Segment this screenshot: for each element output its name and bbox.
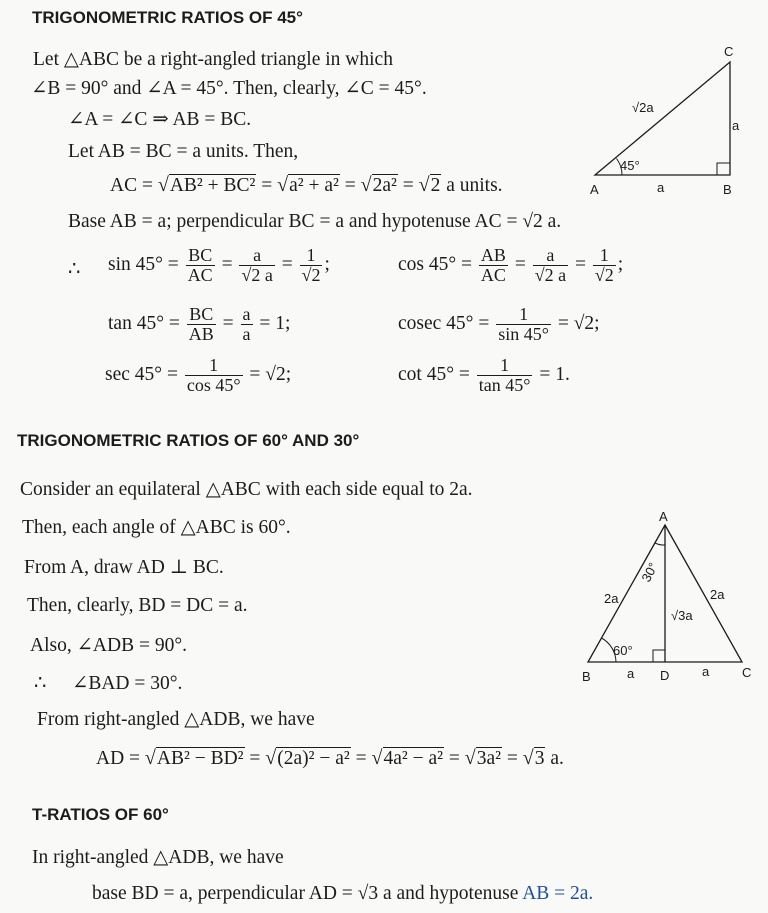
- text-s1: Consider an equilateral △ABC with each side equal to 2a.: [20, 479, 473, 500]
- text-s10a: base BD = a, perpendicular AD = √3 a and hypotenuse: [92, 883, 519, 904]
- fraction: $\frac{a}{a}$: [242, 304, 251, 344]
- text-s9: In right-angled △ADB, we have: [32, 847, 284, 868]
- cosec-lhs: cosec 45° =: [398, 312, 490, 334]
- fraction: $\frac{1}{√2}$: [594, 245, 614, 285]
- text-s6: ∠BAD = 30°.: [72, 673, 183, 694]
- vertex-a2-label: A: [659, 509, 668, 524]
- eq-ac-r3: 2a²: [372, 175, 397, 196]
- triangle-abc: [595, 62, 730, 175]
- therefore-symbol-2: ∴: [34, 673, 47, 694]
- tan-rhs: = 1;: [259, 312, 291, 334]
- sin-lhs: sin 45° =: [108, 253, 179, 275]
- text-s7: From right-angled △ADB, we have: [37, 709, 315, 730]
- eq-ad-r1: AB² − BD²: [156, 748, 244, 769]
- text-s3: From A, draw AD ⊥ BC.: [24, 557, 224, 578]
- fraction: $\frac{BC}{AC}$: [187, 245, 213, 285]
- vertex-d-label: D: [660, 668, 670, 683]
- text-line-1: Let △ABC be a right-angled triangle in which: [33, 49, 393, 70]
- right-angle-mark: [717, 163, 730, 175]
- eq-ac-r1: AB² + BC²: [169, 175, 256, 196]
- eq-ad-lhs: AD =: [96, 748, 141, 769]
- text-line-6: Base AB = a; perpendicular BC = a and hypotenuse AC = √2 a.: [68, 211, 562, 232]
- eq-ac-tail: a units.: [446, 175, 503, 196]
- text-s2: Then, each angle of △ABC is 60°.: [22, 517, 291, 538]
- sec-rhs: = √2;: [249, 363, 292, 385]
- side-bc-label: a: [732, 118, 740, 133]
- radical: √2: [418, 174, 441, 196]
- eq-ad-r3: 4a² − a²: [383, 748, 443, 769]
- cot-rhs: = 1.: [539, 363, 570, 385]
- text-s4: Then, clearly, BD = DC = a.: [27, 595, 248, 616]
- text-line-3: ∠A = ∠C ⇒ AB = BC.: [68, 109, 252, 130]
- text-s10b: AB = 2a.: [522, 883, 594, 904]
- eq-ad-r2: (2a)² − a²: [277, 748, 350, 769]
- fraction: $\frac{1}{\cos 45^\circ}$: [186, 355, 241, 395]
- sec-lhs: sec 45° =: [105, 363, 178, 385]
- radical: √2a²: [360, 174, 397, 196]
- radical: √(2a)² − a²: [265, 747, 350, 769]
- tan-lhs: tan 45° =: [108, 312, 180, 334]
- eq-ad-r5: 3: [534, 748, 545, 769]
- equation-ad: AD = √AB² − BD² = √(2a)² − a² = √4a² − a² = √3a² = √3 a.: [96, 747, 564, 769]
- cot-45-row: [398, 356, 570, 395]
- side-ab-label: 2a: [604, 591, 619, 606]
- fraction: $\frac{a}{√2 a}$: [241, 245, 273, 285]
- eq-ad-r4: 3a²: [476, 748, 501, 769]
- eq-ac-r2: a² + a²: [289, 175, 339, 196]
- angle-30-label: 30°: [638, 559, 661, 585]
- cosec-45-row: [398, 305, 600, 344]
- cos-lhs: cos 45° =: [398, 253, 473, 275]
- fraction: $\frac{AB}{AC}$: [480, 245, 506, 285]
- therefore-symbol: ∴: [68, 259, 81, 280]
- text-line-4: Let AB = BC = a units. Then,: [68, 141, 299, 162]
- cot-lhs: cot 45° =: [398, 363, 470, 385]
- heading-45: TRIGONOMETRIC RATIOS OF 45°: [32, 8, 303, 27]
- radical: √3a²: [464, 747, 501, 769]
- vertex-b-label: B: [723, 182, 732, 197]
- equilateral-triangle-figure: [575, 505, 765, 690]
- segment-dc-label: a: [702, 664, 710, 679]
- text-s10: [92, 882, 593, 906]
- radical: √4a² − a²: [371, 747, 443, 769]
- cos-45-row: cos 45° = $\frac{AB}{AC}$ = $\frac{a}{√2 a}$ = $\frac{1}{√2}$ ;: [398, 245, 624, 285]
- radical: √a² + a²: [277, 174, 339, 196]
- fraction: $\frac{1}{\tan 45^\circ}$: [478, 355, 531, 395]
- fraction: $\frac{1}{√2}$: [301, 245, 321, 285]
- heading-60: T-RATIOS OF 60°: [32, 805, 169, 824]
- text-line-2: ∠B = 90° and ∠A = 45°. Then, clearly, ∠C = 45°.: [31, 78, 427, 99]
- heading-60-30: TRIGONOMETRIC RATIOS OF 60° AND 30°: [17, 431, 360, 450]
- right-angle-mark-2: [653, 650, 665, 662]
- vertex-a-label: A: [590, 182, 599, 197]
- radical: √3: [522, 747, 545, 769]
- vertex-b2-label: B: [582, 669, 591, 684]
- sin-45-row: sin 45° = $\frac{BC}{AC}$ = $\frac{a}{√2 a}$ = $\frac{1}{√2}$ ;: [108, 245, 330, 285]
- segment-bd-label: a: [627, 666, 635, 681]
- side-ac-label: 2a: [710, 587, 725, 602]
- cosec-rhs: = √2;: [557, 312, 600, 334]
- base-ab-label: a: [657, 180, 665, 195]
- altitude-label: √3a: [671, 608, 693, 623]
- radical: √AB² + BC²: [157, 174, 256, 196]
- angle-45-label: 45°: [620, 158, 640, 173]
- eq-ad-tail: a.: [550, 748, 564, 769]
- fraction: $\frac{1}{\sin 45^\circ}$: [498, 304, 549, 344]
- radical: √AB² − BD²: [144, 747, 244, 769]
- right-triangle-figure: [580, 40, 760, 205]
- sec-45-row: [105, 356, 291, 395]
- equation-ac: AC = √AB² + BC² = √a² + a² = √2a² = √2 a units.: [110, 174, 503, 196]
- fraction: $\frac{a}{√2 a}$: [534, 245, 567, 285]
- fraction: $\frac{BC}{AB}$: [188, 304, 214, 344]
- eq-ac-lhs: AC =: [110, 175, 153, 196]
- vertex-c2-label: C: [742, 665, 752, 680]
- eq-ac-r4: 2: [430, 175, 441, 196]
- hypotenuse-label: √2a: [632, 100, 654, 115]
- angle-60-label: 60°: [613, 643, 633, 658]
- vertex-c-label: C: [724, 44, 734, 59]
- angle-arc-a: [655, 543, 665, 545]
- tan-45-row: tan 45° = $\frac{BC}{AB}$ = $\frac{a}{a}$ = 1;: [108, 304, 291, 344]
- text-s5: Also, ∠ADB = 90°.: [30, 635, 188, 656]
